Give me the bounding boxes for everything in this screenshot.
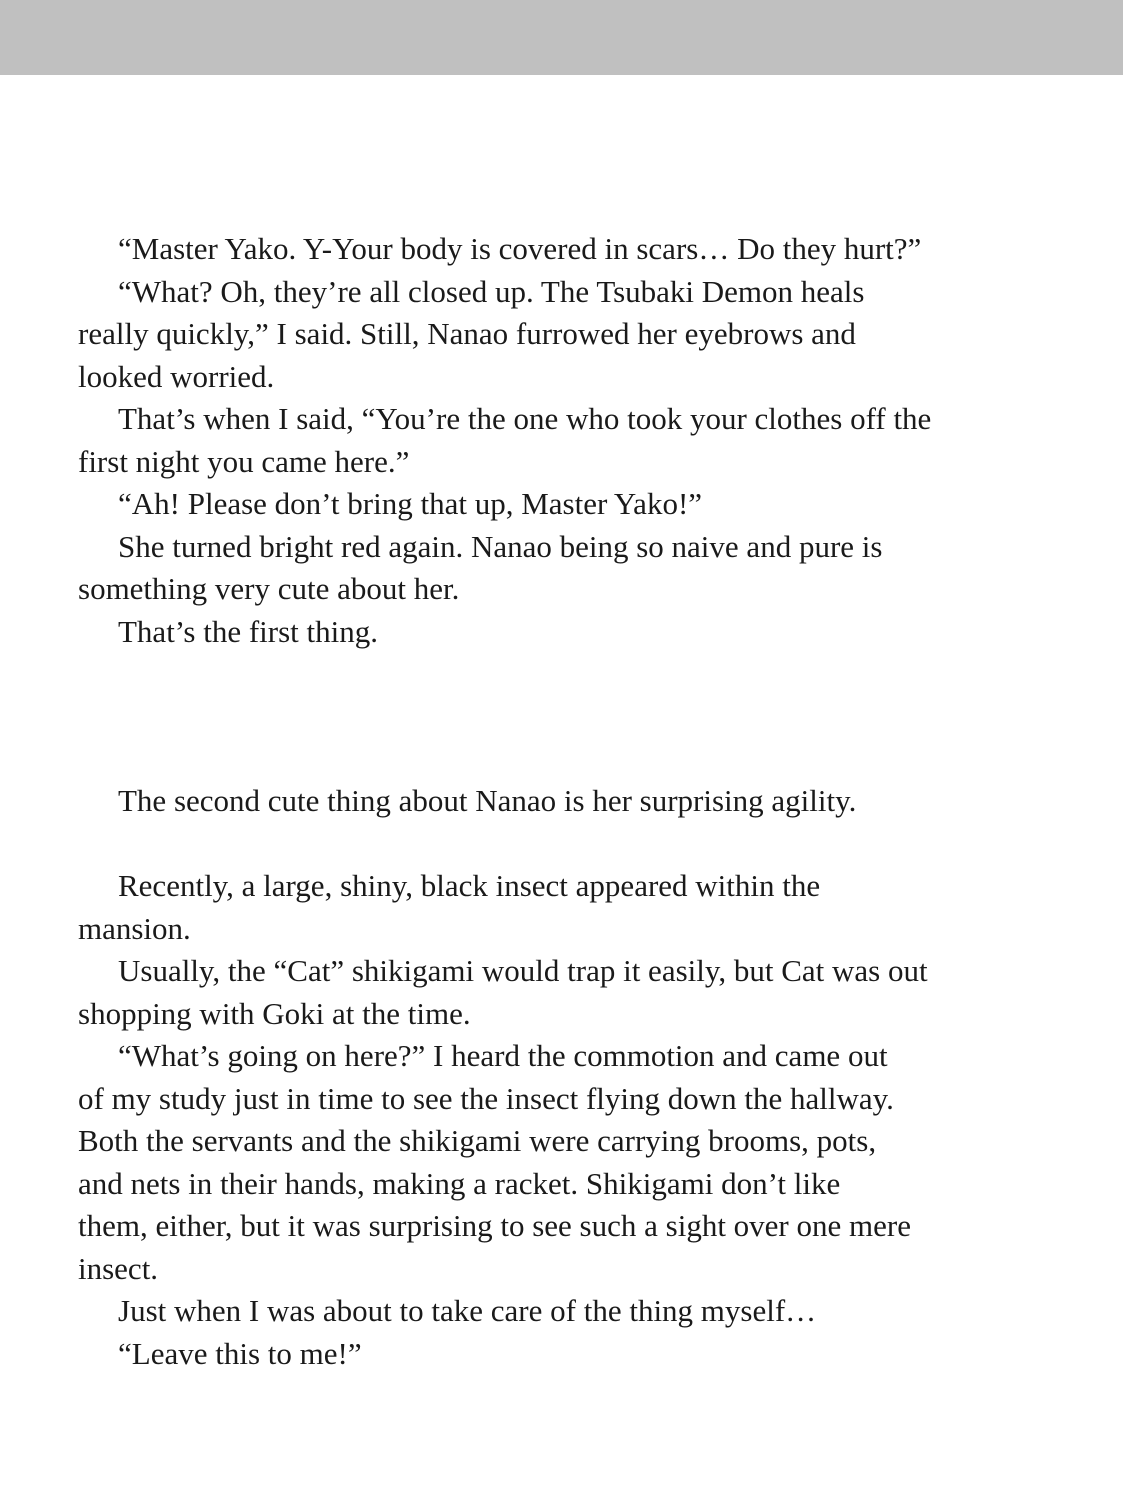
text-block-1 bbox=[78, 228, 1048, 653]
text-block-3 bbox=[78, 865, 1048, 1375]
text-line: them, either, but it was surprising to see such a sight over one mere bbox=[78, 1208, 911, 1243]
text-line: “Ah! Please don’t bring that up, Master Yako!” bbox=[118, 486, 703, 521]
text-line: “What’s going on here?” I heard the commotion and came out bbox=[118, 1038, 888, 1073]
text-line: and nets in their hands, making a racket. Shikigami don’t like bbox=[78, 1165, 841, 1201]
text-line: looked worried. bbox=[78, 358, 275, 394]
text-line: insect. bbox=[78, 1250, 159, 1286]
text-line: “Master Yako. Y-Your body is covered in scars… Do they hurt?” bbox=[118, 231, 922, 266]
text-line: That’s when I said, “You’re the one who took your clothes off the bbox=[118, 401, 932, 436]
text-line: Both the servants and the shikigami were carrying brooms, pots, bbox=[78, 1123, 877, 1158]
text-line: mansion. bbox=[78, 910, 191, 946]
text-line: first night you came here.” bbox=[78, 443, 410, 479]
text-line: The second cute thing about Nanao is her surprising agility. bbox=[118, 783, 857, 818]
text-line: really quickly,” I said. Still, Nanao furrowed her eyebrows and bbox=[78, 316, 856, 351]
text-block-2 bbox=[78, 780, 1048, 823]
text-line: Recently, a large, shiny, black insect appeared within the bbox=[118, 868, 821, 903]
top-toolbar-bar bbox=[0, 0, 1123, 75]
text-line: something very cute about her. bbox=[78, 571, 460, 606]
text-line: Just when I was about to take care of the thing myself… bbox=[118, 1293, 817, 1328]
text-line: “What? Oh, they’re all closed up. The Tsubaki Demon heals bbox=[118, 273, 865, 309]
text-line: That’s the first thing. bbox=[118, 613, 379, 649]
text-line: Usually, the “Cat” shikigami would trap it easily, but Cat was out bbox=[118, 953, 928, 988]
text-line: shopping with Goki at the time. bbox=[78, 995, 471, 1031]
text-line: of my study just in time to see the insect flying down the hallway. bbox=[78, 1080, 894, 1116]
text-line: “Leave this to me!” bbox=[118, 1335, 362, 1371]
text-line: She turned bright red again. Nanao being so naive and pure is bbox=[118, 528, 883, 564]
